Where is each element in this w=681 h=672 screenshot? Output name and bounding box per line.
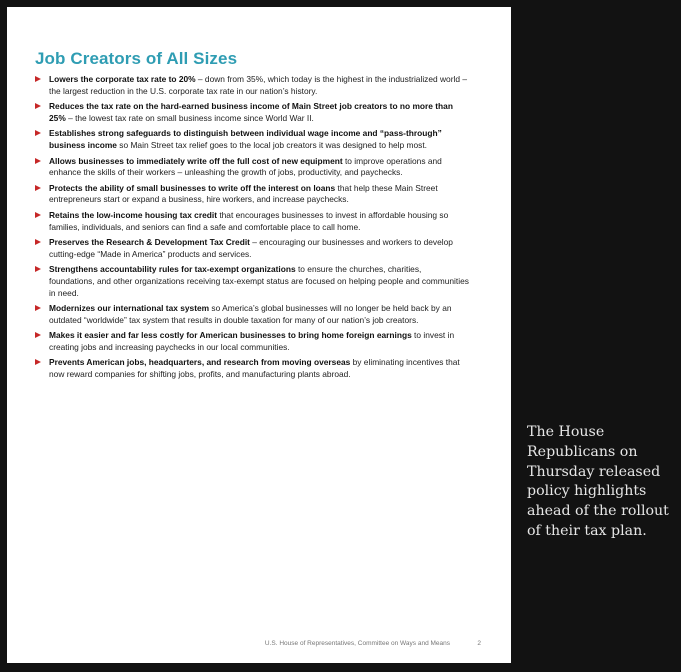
list-item — [35, 303, 469, 326]
triangle-bullet-icon — [35, 212, 41, 218]
list-item — [35, 264, 469, 299]
item-text: that encourages businesses to invest in affordable housing so families, individuals, and seniors can find a safe and comfortable place to call home. — [49, 209, 449, 232]
policy-bullet-list — [35, 74, 469, 385]
page-title: Job Creators of All Sizes — [35, 49, 238, 68]
item-text: to ensure the churches, charities, foundations, and other organizations receiving tax-exempt status are focused on helping people and communities in need. — [49, 264, 469, 298]
triangle-bullet-icon — [35, 359, 41, 365]
triangle-bullet-icon — [35, 103, 41, 109]
footer-source: U.S. House of Representatives, Committee on Ways and Means — [264, 640, 450, 647]
triangle-bullet-icon — [35, 158, 41, 164]
list-item — [35, 330, 469, 353]
item-bold-text: Allows businesses to immediately write off the full cost of new equipment — [49, 155, 343, 166]
item-bold-text: Protects the ability of small businesses to write off the interest on loans — [49, 182, 336, 193]
item-bold-text: Modernizes our international tax system — [49, 303, 210, 314]
item-bold-text: Makes it easier and far less costly for American businesses to bring home foreign earnings — [49, 330, 412, 341]
item-text: – down from 35%, which today is the highest in the industrialized world – the largest reduction in the U.S. corporate tax rate in our nation’s history. — [49, 74, 468, 96]
item-text: to invest in creating jobs and increasing paychecks in our local communities. — [49, 330, 455, 352]
list-item — [35, 74, 469, 97]
item-bold-text: Establishes strong safeguards to distinguish between individual wage income and “pass-through” business income — [49, 128, 442, 150]
triangle-bullet-icon — [35, 305, 41, 311]
item-text: by eliminating incentives that now reward companies for shifting jobs, profits, and manufacturing plants abroad. — [49, 357, 460, 380]
item-text: to improve operations and enhance the skills of their workers – unleashing the growth of jobs, productivity, and paychecks. — [49, 155, 442, 178]
list-item — [35, 210, 469, 233]
item-text: so America’s global businesses will no longer be held back by an outdated “worldwide” tax system that results in double taxation for many of our nation’s job creators. — [49, 303, 452, 325]
list-item — [35, 237, 469, 260]
item-bold-text: Strengthens accountability rules for tax-exempt organizations — [49, 264, 296, 275]
image-caption: The House Republicans on Thursday released policy highlights ahead of the rollout of their tax plan. — [527, 424, 669, 539]
item-bold-text: Lowers the corporate tax rate to 20% — [49, 74, 196, 84]
item-bold-text: Retains the low-income housing tax credit — [49, 209, 217, 220]
item-bold-text: Preserves the Research & Development Tax Credit — [49, 237, 250, 248]
triangle-bullet-icon — [35, 76, 41, 82]
triangle-bullet-icon — [35, 266, 41, 272]
list-item — [35, 156, 469, 179]
item-text: so Main Street tax relief goes to the local job creators it was designed to help most. — [116, 139, 427, 150]
page-number: 2 — [477, 640, 481, 647]
list-item — [35, 357, 469, 380]
item-bold-text: Prevents American jobs, headquarters, and research from moving overseas — [49, 357, 351, 368]
document-page — [7, 7, 511, 663]
list-item — [35, 101, 469, 124]
item-text: – encouraging our businesses and workers to develop cutting-edge “Made in America” products and services. — [49, 237, 453, 259]
item-text: that help these Main Street entrepreneurs start or expand a business, hire workers, and increase paychecks. — [49, 182, 438, 205]
triangle-bullet-icon — [35, 130, 41, 136]
triangle-bullet-icon — [35, 239, 41, 245]
list-item — [35, 183, 469, 206]
triangle-bullet-icon — [35, 185, 41, 191]
triangle-bullet-icon — [35, 332, 41, 338]
item-bold-text: Reduces the tax rate on the hard-earned business income of Main Street job creators to no more than 25% — [49, 101, 453, 123]
list-item — [35, 128, 469, 151]
item-text: – the lowest tax rate on small business income since World War II. — [65, 112, 314, 123]
